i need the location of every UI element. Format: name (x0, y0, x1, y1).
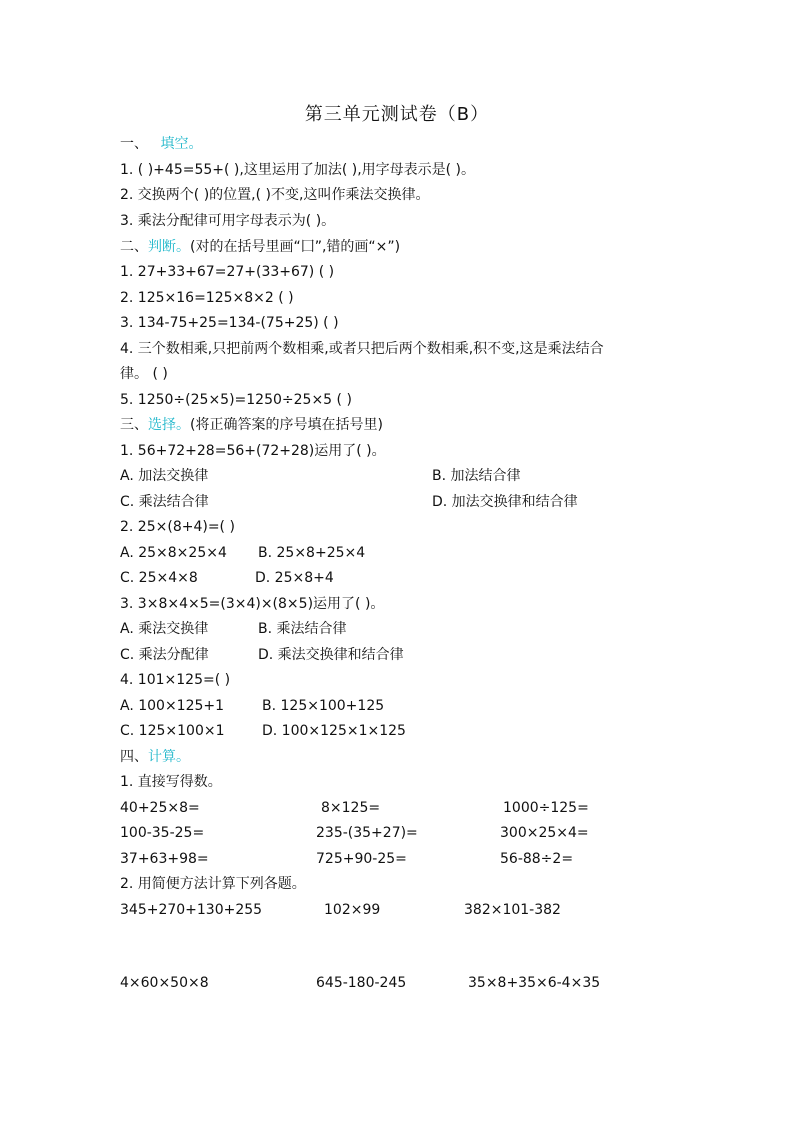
s4-r3-c3: 56-88÷2= (500, 851, 574, 867)
page-title: 第三单元测试卷（B） (304, 104, 490, 125)
section-2-note: (对的在括号里画“囗”,错的画“×”) (190, 239, 401, 255)
s4-r5-c1: 4×60×50×8 (120, 975, 209, 991)
s2-question-1: 1. 27+33+67=27+(33+67) ( ) (120, 264, 335, 280)
s3-q1-option-d: D. 加法交换律和结合律 (432, 494, 578, 510)
s4-r2-c3: 300×25×4= (500, 825, 589, 841)
s4-r5-c2: 645-180-245 (316, 975, 407, 991)
s3-q2-option-c: C. 25×4×8 (120, 570, 198, 586)
s3-question-2: 2. 25×(8+4)=( ) (120, 519, 235, 535)
s3-q1-option-a: A. 加法交换律 (120, 468, 209, 484)
s4-r3-c2: 725+90-25= (316, 851, 407, 867)
s4-r1-c2: 8×125= (321, 800, 381, 816)
s1-question-1: 1. ( )+45=55+( ),这里运用了加法( ),用字母表示是( )。 (120, 162, 476, 178)
s3-q3-option-d: D. 乘法交换律和结合律 (258, 647, 404, 663)
s3-q4-option-b: B. 125×100+125 (262, 698, 385, 714)
s3-q2-option-d: D. 25×8+4 (255, 570, 334, 586)
s2-question-2: 2. 125×16=125×8×2 ( ) (120, 290, 294, 306)
s3-q3-option-c: C. 乘法分配律 (120, 647, 209, 663)
s4-r2-c2: 235-(35+27)= (316, 825, 418, 841)
s3-q3-option-b: B. 乘法结合律 (258, 621, 347, 637)
s4-r5-c3: 35×8+35×6-4×35 (468, 975, 601, 991)
s3-q4-option-a: A. 100×125+1 (120, 698, 225, 714)
s1-question-2: 2. 交换两个( )的位置,( )不变,这叫作乘法交换律。 (120, 187, 430, 203)
s4-r4-c2: 102×99 (324, 902, 381, 918)
section-2-name: 判断。 (148, 239, 190, 255)
section-2-heading (120, 238, 400, 256)
s3-q1-option-c: C. 乘法结合律 (120, 494, 209, 510)
s4-part-1-prompt: 1. 直接写得数。 (120, 774, 222, 790)
s3-q2-option-a: A. 25×8×25×4 (120, 545, 227, 561)
s2-question-3: 3. 134-75+25=134-(75+25) ( ) (120, 315, 339, 331)
section-4-name: 计算。 (148, 749, 190, 765)
s4-r1-c1: 40+25×8= (120, 800, 200, 816)
s4-r3-c1: 37+63+98= (120, 851, 209, 867)
s1-question-3: 3. 乘法分配律可用字母表示为( )。 (120, 213, 336, 229)
s3-q3-option-a: A. 乘法交换律 (120, 621, 209, 637)
section-3-heading (120, 416, 383, 434)
section-4-number: 四、 (120, 749, 148, 765)
s4-r4-c3: 382×101-382 (464, 902, 561, 918)
section-2-number: 二、 (120, 239, 148, 255)
s2-question-4-line-2: 律。 ( ) (120, 366, 168, 382)
section-1-name: 填空。 (160, 136, 203, 152)
s4-r2-c1: 100-35-25= (120, 825, 205, 841)
s3-q2-option-b: B. 25×8+25×4 (258, 545, 366, 561)
s3-q1-option-b: B. 加法结合律 (432, 468, 521, 484)
section-3-note: (将正确答案的序号填在括号里) (190, 417, 383, 433)
section-1-heading (120, 135, 202, 153)
s3-q4-option-d: D. 100×125×1×125 (262, 723, 406, 739)
section-1-number: 一、 (120, 136, 148, 152)
s4-r1-c3: 1000÷125= (503, 800, 589, 816)
s2-question-4-line-1: 4. 三个数相乘,只把前两个数相乘,或者只把后两个数相乘,积不变,这是乘法结合 (120, 341, 604, 357)
s3-q4-option-c: C. 125×100×1 (120, 723, 225, 739)
s3-question-4: 4. 101×125=( ) (120, 672, 231, 688)
section-3-name: 选择。 (148, 417, 190, 433)
s3-question-3: 3. 3×8×4×5=(3×4)×(8×5)运用了( )。 (120, 596, 385, 612)
s3-question-1: 1. 56+72+28=56+(72+28)运用了( )。 (120, 443, 386, 459)
s2-question-5: 5. 1250÷(25×5)=1250÷25×5 ( ) (120, 392, 352, 408)
section-4-heading (120, 748, 190, 766)
s4-part-2-prompt: 2. 用简便方法计算下列各题。 (120, 876, 306, 892)
section-3-number: 三、 (120, 417, 148, 433)
s4-r4-c1: 345+270+130+255 (120, 902, 263, 918)
